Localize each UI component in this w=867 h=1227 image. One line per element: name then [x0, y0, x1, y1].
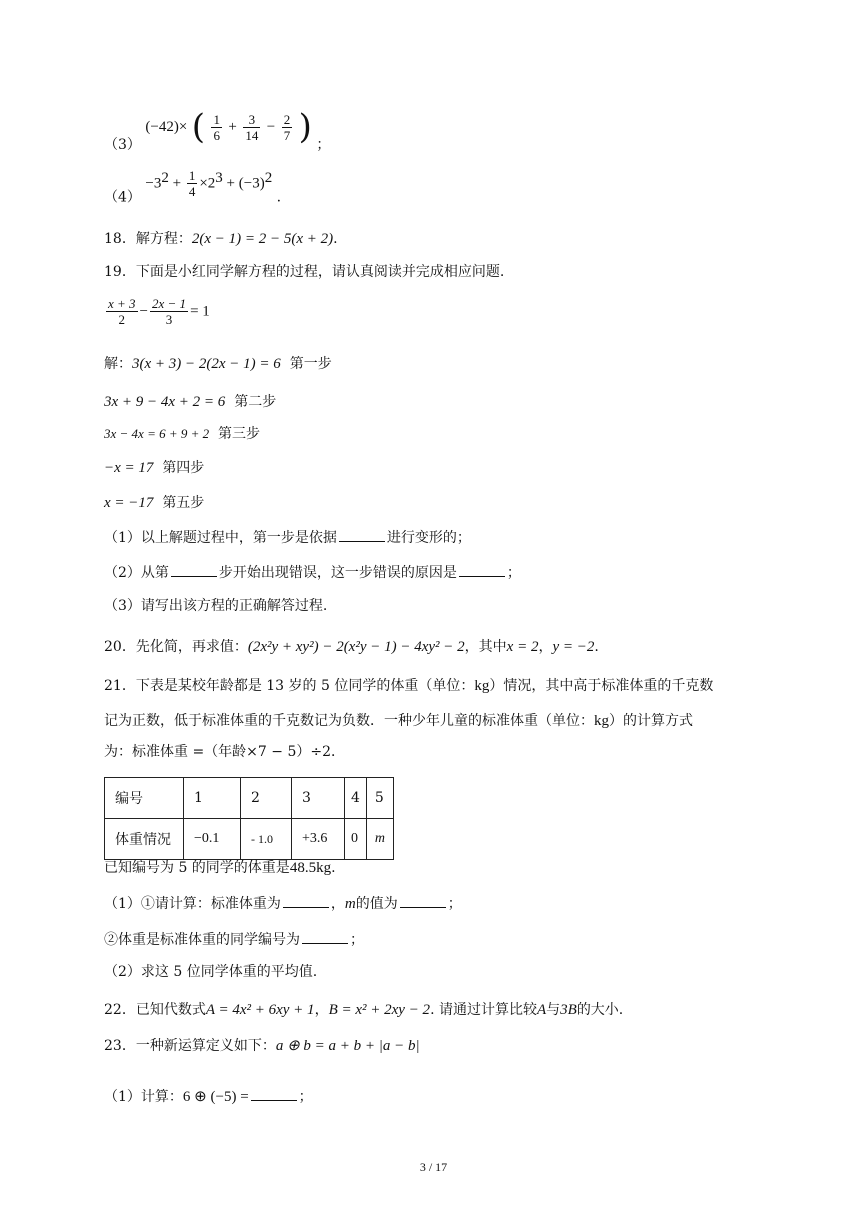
q21-known — [104, 858, 336, 878]
table-cell: 体重情况 — [105, 819, 184, 860]
table-cell: m — [366, 819, 393, 860]
q21-known-end: . — [331, 860, 336, 876]
q21-sub-2 — [104, 962, 317, 982]
unit-kg: kg — [474, 678, 490, 694]
table-cell: - 1.0 — [241, 819, 292, 860]
q19-fraction-1: $\frac{x + 3}{2}$ — [108, 296, 136, 327]
question-23 — [104, 1036, 420, 1056]
variable-a: A — [536, 1002, 547, 1018]
q21-sub1-a: （1）①请计算：标准体重为 — [104, 896, 281, 912]
q19-sub1-a: （1）以上解题过程中，第一步是依据 — [104, 530, 337, 546]
question-20 — [104, 637, 599, 657]
plus-sign: + — [228, 119, 237, 135]
q21-sub1-2a: ②体重是标准体重的同学编号为 — [104, 932, 300, 948]
q21-sub-1-2 — [104, 929, 364, 950]
q19-sub-1 — [104, 527, 471, 548]
q21-line2-a: 记为正数，低于标准体重的千克数记为负数．一种少年儿童的标准体重（单位： — [104, 713, 594, 729]
q19-step-3 — [104, 424, 260, 444]
left-paren: ( — [191, 107, 206, 147]
page-number: 3 / 17 — [419, 1160, 448, 1174]
problem-3-lead: (−42)× — [145, 119, 188, 135]
q21-sub2: （2）求这 5 位同学体重的平均值. — [104, 964, 318, 980]
q19-step-1 — [104, 354, 332, 374]
q20-expression: (2x²y + xy²) − 2(x²y − 1) − 4xy² − 2 — [247, 639, 465, 655]
q19-sub3: （3）请写出该方程的正确解答过程. — [104, 598, 328, 614]
right-paren: ) — [298, 107, 312, 147]
q22-sep: ， — [314, 1002, 329, 1018]
table-cell: 2 — [241, 778, 292, 819]
q20-sep: ， — [538, 639, 553, 655]
answer-blank — [251, 1086, 297, 1101]
exp-b: 3 — [215, 170, 223, 186]
answer-blank — [171, 562, 217, 577]
q19-step3-eq: 3x − 4x = 6 + 9 + 2 — [104, 426, 210, 441]
q19-rhs: = 1 — [190, 303, 210, 320]
fraction-1-6: $\frac{1}{6}$ — [213, 111, 220, 143]
q23-sub1-end: ； — [298, 1089, 313, 1105]
problem-3-label: （3） — [104, 137, 141, 153]
table-row — [105, 819, 394, 860]
q20-text: 20．先化简，再求值： — [104, 639, 248, 655]
fraction-3-14: $\frac{3}{14}$ — [245, 111, 259, 143]
q22-end: 的大小. — [576, 1002, 624, 1018]
q21-sub1-2b: ； — [350, 932, 364, 948]
problem-4 — [104, 168, 281, 208]
q19-minus: − — [139, 303, 149, 320]
table-cell: 3 — [292, 778, 345, 819]
q19-step1-prefix: 解： — [104, 356, 132, 372]
q22-with: 与 — [546, 1002, 561, 1018]
answer-blank — [302, 929, 348, 944]
q18-equation: 2(x − 1) = 2 − 5(x + 2) — [191, 231, 334, 247]
question-22 — [104, 1000, 623, 1020]
expression-a: A = 4x² + 6xy + 1 — [205, 1002, 315, 1018]
exp-c: 2 — [264, 170, 273, 186]
variable-3b: 3B — [560, 1002, 577, 1018]
q21-line1-a: 21．下表是某校年龄都是 13 岁的 5 位同学的体重（单位： — [104, 678, 475, 694]
expression-b: B = x² + 2xy − 2 — [328, 1002, 431, 1018]
q22-text: 22．已知代数式 — [104, 1002, 206, 1018]
q19-text: 19．下面是小红同学解方程的过程，请认真阅读并完成相应问题. — [104, 264, 505, 280]
question-21-line-2 — [104, 711, 693, 731]
term-a: −3 — [145, 175, 162, 192]
q19-step-2 — [104, 392, 276, 412]
plus-1: + — [168, 175, 185, 192]
fraction-2-7: $\frac{2}{7}$ — [283, 111, 291, 143]
problem-3-end: ； — [316, 137, 331, 153]
q21-sub-1 — [104, 893, 462, 914]
q21-sub1-b: ， — [330, 896, 345, 912]
q19-sub2-c: ； — [506, 565, 521, 581]
q20-mid: ，其中 — [464, 639, 507, 655]
q23-expression: 6 ⊕ (−5) = — [182, 1089, 249, 1105]
exp-a: 2 — [161, 170, 169, 186]
q21-sub1-d: ； — [447, 896, 462, 912]
q21-known-a: 已知编号为 5 的同学的体重是 — [104, 860, 290, 876]
q22-mid: . 请通过计算比较 — [430, 1002, 537, 1018]
q18-end: . — [333, 231, 338, 247]
q23-text: 23．一种新运算定义如下： — [104, 1038, 276, 1054]
q21-line3: 为：标准体重 =（年龄×7 − 5）÷2． — [104, 744, 345, 760]
q19-step-5 — [104, 493, 204, 513]
fraction-1-4: $\frac{1}{4}$ — [188, 168, 196, 200]
q19-step5-label: 第五步 — [162, 495, 205, 511]
table-cell: 编号 — [105, 778, 184, 819]
question-19 — [104, 262, 504, 282]
table-cell: +3.6 — [292, 819, 345, 860]
table-row — [105, 778, 394, 819]
table-cell: 4 — [345, 778, 367, 819]
answer-blank — [400, 893, 446, 908]
q19-equation — [104, 296, 210, 327]
q19-step4-label: 第四步 — [162, 460, 205, 476]
q19-step3-label: 第三步 — [218, 426, 261, 442]
question-21-line-1 — [104, 676, 713, 696]
q19-step1-label: 第一步 — [289, 356, 332, 372]
q21-line2-b: ）的计算方式 — [609, 713, 693, 729]
q19-sub1-b: 进行变形的； — [386, 530, 471, 546]
term-b: ×2 — [199, 175, 216, 192]
q19-fraction-2: $\frac{2x - 1}{3}$ — [152, 296, 187, 327]
q19-step2-eq: 3x + 9 − 4x + 2 = 6 — [104, 394, 226, 410]
table-cell: 5 — [366, 778, 393, 819]
term-c: + (−3) — [222, 175, 265, 192]
answer-blank — [459, 562, 505, 577]
answer-blank — [339, 527, 385, 542]
table-cell: 1 — [184, 778, 241, 819]
minus-sign: − — [266, 119, 276, 135]
q21-sub1-c: 的值为 — [355, 896, 398, 912]
q23-sub-1 — [104, 1086, 313, 1107]
problem-4-end: . — [276, 189, 282, 206]
q20-end: . — [594, 639, 599, 655]
q19-step5-eq: x = −17 — [104, 495, 154, 511]
q19-step-4 — [104, 458, 204, 478]
question-21-line-3 — [104, 742, 345, 762]
q23-sub1-a: （1）计算： — [104, 1089, 183, 1105]
q18-text: 18．解方程： — [104, 231, 192, 247]
weight-table — [104, 777, 394, 860]
q20-x-value: x = 2 — [506, 639, 539, 655]
q19-sub2-b: 步开始出现错误，这一步错误的原因是 — [218, 565, 457, 581]
variable-m: m — [344, 896, 356, 912]
q19-step1-eq: 3(x + 3) − 2(2x − 1) = 6 — [132, 356, 281, 372]
unit-kg: kg — [594, 713, 609, 729]
problem-4-label: （4） — [104, 189, 141, 206]
q21-known-value: 48.5kg — [289, 860, 332, 876]
q19-step2-label: 第二步 — [234, 394, 277, 410]
operation-definition: a ⊕ b = a + b + |a − b| — [275, 1038, 420, 1054]
question-18 — [104, 229, 338, 249]
q19-sub2-a: （2）从第 — [104, 565, 169, 581]
q19-step4-eq: −x = 17 — [104, 460, 154, 476]
q19-sub-2 — [104, 562, 521, 583]
table-cell: 0 — [345, 819, 367, 860]
q19-sub-3 — [104, 596, 327, 616]
table-cell: −0.1 — [184, 819, 241, 860]
problem-3 — [104, 107, 331, 155]
q21-line1-b: ）情况，其中高于标准体重的千克数 — [489, 678, 714, 694]
q20-y-value: y = −2 — [552, 639, 595, 655]
answer-blank — [283, 893, 329, 908]
